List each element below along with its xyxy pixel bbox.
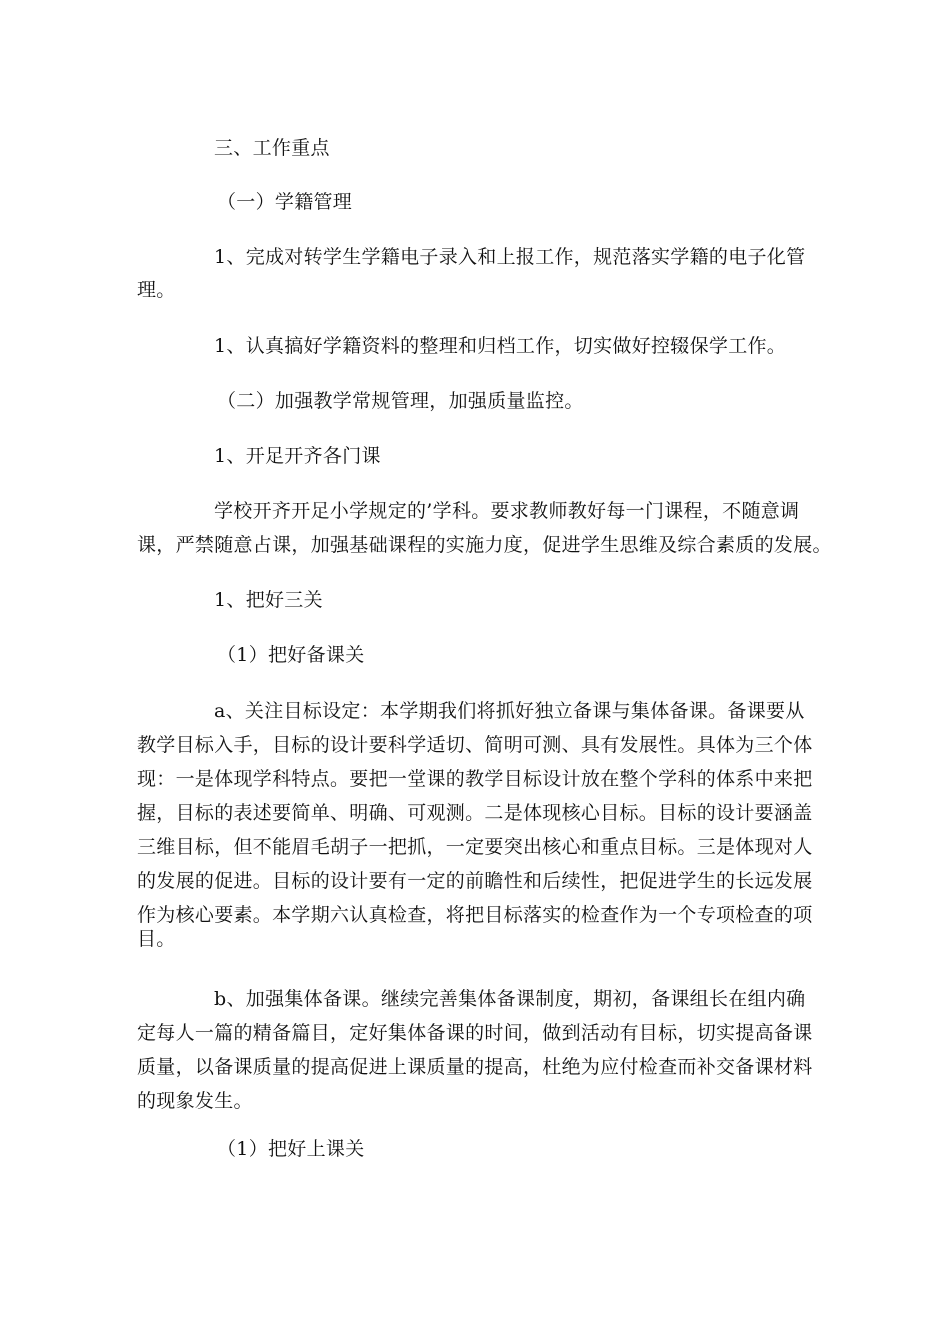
- paragraph-line: 课，严禁随意占课，加强基础课程的实施力度，促进学生思维及综合素质的发展。: [137, 534, 832, 556]
- paragraph-line: 三维目标，但不能眉毛胡子一把抓，一定要突出核心和重点目标。三是体现对人: [137, 836, 813, 858]
- paragraph-line: 的现象发生。: [137, 1090, 253, 1112]
- subsection-heading-class-teaching: （1）把好上课关: [217, 1138, 365, 1160]
- paragraph-line: 现：一是体现学科特点。要把一堂课的教学目标设计放在整个学科的体系中来把: [137, 768, 813, 790]
- paragraph-line: 理。: [137, 279, 176, 301]
- paragraph-line: 1、把好三关: [214, 589, 323, 611]
- paragraph-line: 的发展的促进。目标的设计要有一定的前瞻性和后续性，把促进学生的长远发展: [137, 870, 813, 892]
- paragraph-line: 作为核心要素。本学期六认真检查，将把目标落实的检查作为一个专项检查的项: [137, 904, 813, 926]
- paragraph-line: 1、完成对转学生学籍电子录入和上报工作，规范落实学籍的电子化管: [214, 246, 806, 268]
- subsection-heading-teaching-management: （二）加强教学常规管理，加强质量监控。: [217, 390, 584, 412]
- paragraph-line: 定每人一篇的精备篇目，定好集体备课的时间，做到活动有目标，切实提高备课: [137, 1022, 813, 1044]
- paragraph-line: 1、开足开齐各门课: [214, 445, 381, 467]
- subsection-heading-student-records: （一）学籍管理: [217, 191, 353, 213]
- paragraph-line: 学校开齐开足小学规定的’学科。要求教师教好每一门课程，不随意调: [214, 500, 800, 522]
- paragraph-line: 目。: [137, 928, 176, 950]
- paragraph-line: b、加强集体备课。继续完善集体备课制度，期初，备课组长在组内确: [214, 988, 806, 1010]
- paragraph-line: 质量，以备课质量的提高促进上课质量的提高，杜绝为应付检查而补交备课材料: [137, 1056, 813, 1078]
- subsection-heading-lesson-prep: （1）把好备课关: [217, 644, 365, 666]
- paragraph-line: 握，目标的表述要简单、明确、可观测。二是体现核心目标。目标的设计要涵盖: [137, 802, 813, 824]
- paragraph-line: 1、认真搞好学籍资料的整理和归档工作，切实做好控辍保学工作。: [214, 335, 787, 357]
- paragraph-line: 教学目标入手，目标的设计要科学适切、简明可测、具有发展性。具体为三个体: [137, 734, 813, 756]
- paragraph-line: a、关注目标设定：本学期我们将抓好独立备课与集体备课。备课要从: [214, 700, 805, 722]
- section-heading: 三、工作重点: [214, 137, 330, 159]
